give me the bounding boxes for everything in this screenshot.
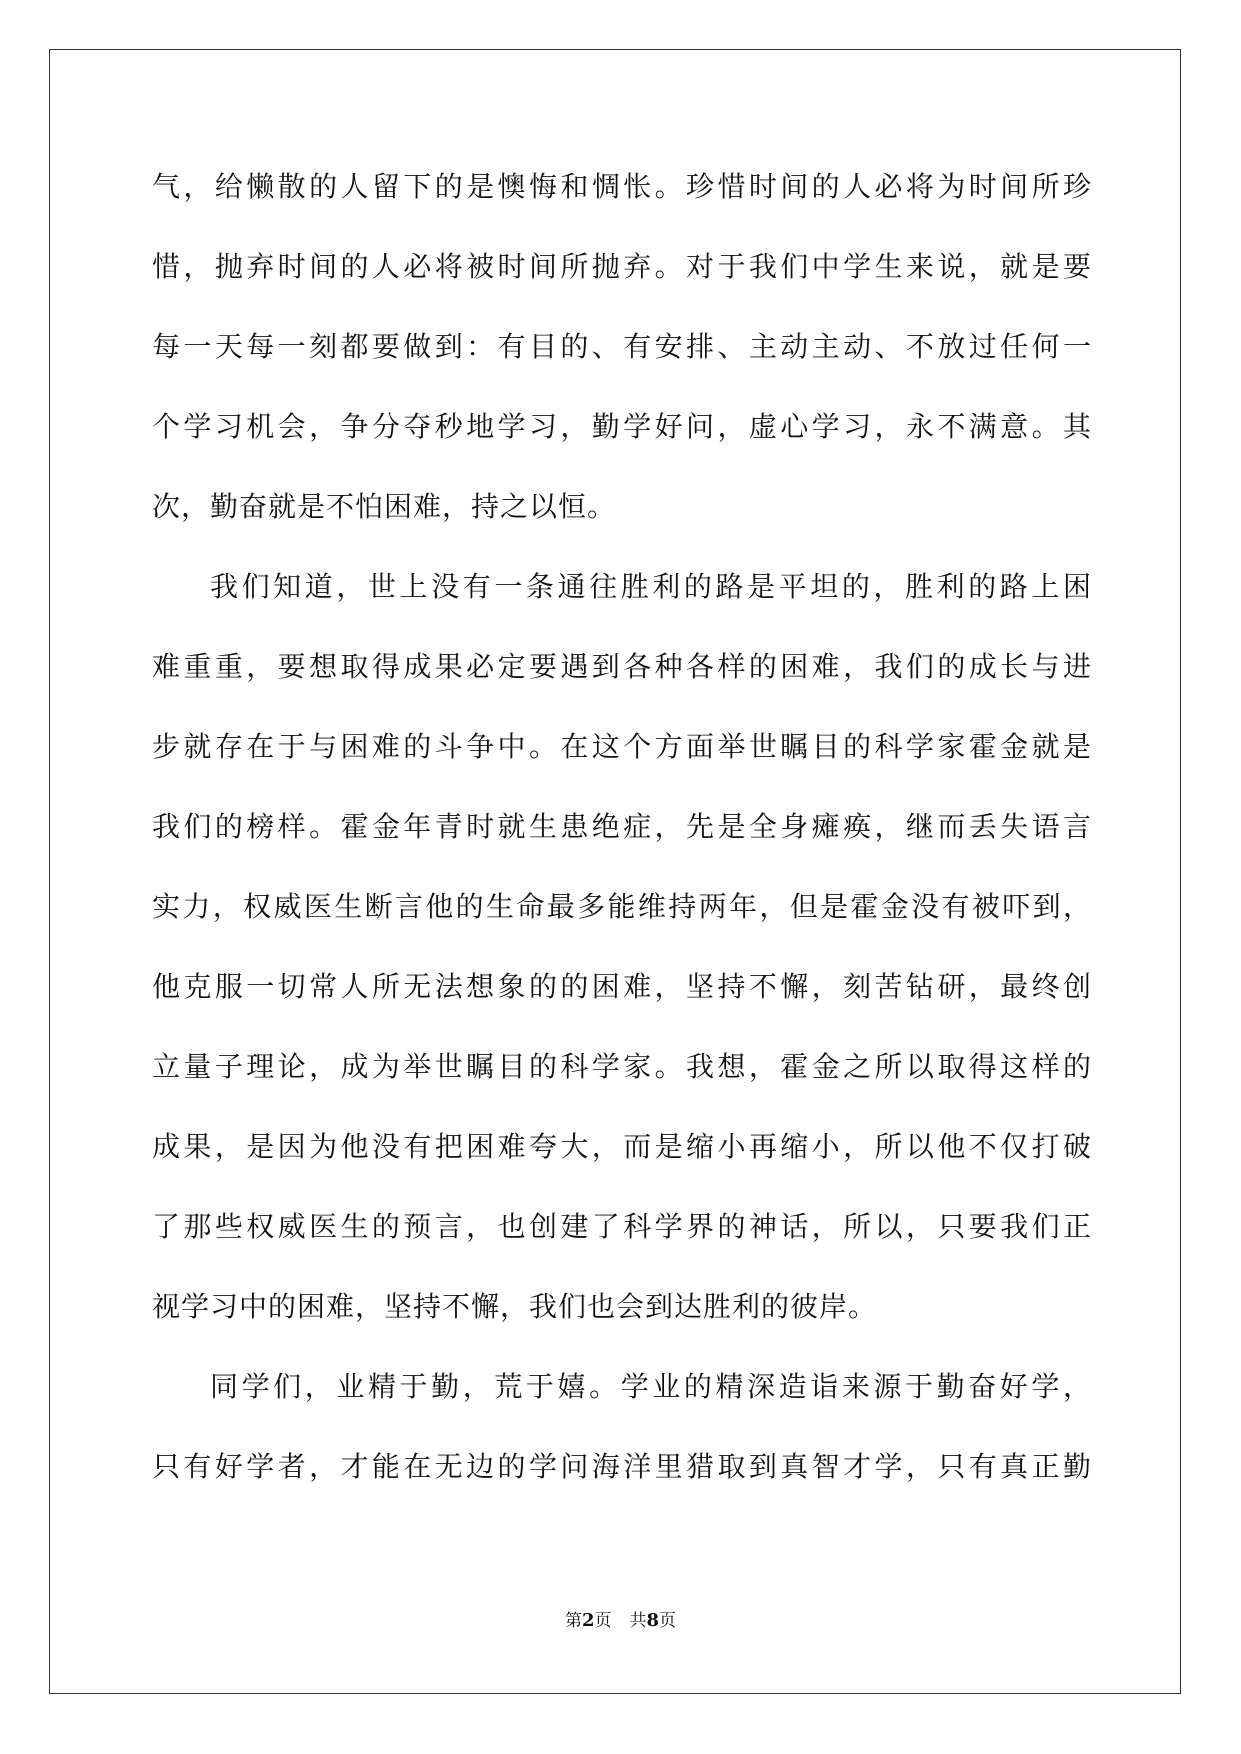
text-line: 步就存在于与困难的斗争中。在这个方面举世瞩目的科学家霍金就是 [152,730,1092,763]
total-prefix: 共 [629,1611,647,1631]
text-line: 实力，权威医生断言他的生命最多能维持两年，但是霍金没有被吓到， [152,890,1092,923]
text-line: 难重重，要想取得成果必定要遇到各种各样的困难，我们的成长与进 [152,650,1092,683]
total-suffix: 页 [659,1611,677,1631]
current-page-number: 2 [581,1610,595,1631]
page-prefix: 第 [564,1611,582,1631]
page-footer [0,1606,1241,1631]
paragraph-1 [152,162,1092,562]
text-line: 立量子理论，成为举世瞩目的科学家。我想，霍金之所以取得这样的 [152,1050,1092,1083]
text-line: 了那些权威医生的预言，也创建了科学界的神话，所以，只要我们正 [152,1210,1092,1243]
text-line: 气，给懒散的人留下的是懊悔和惆怅。珍惜时间的人必将为时间所珍 [152,170,1092,203]
text-line: 成果，是因为他没有把困难夸大，而是缩小再缩小，所以他不仅打破 [152,1130,1092,1163]
text-line: 个学习机会，争分夺秒地学习，勤学好问，虚心学习，永不满意。其 [152,410,1092,443]
paragraph-3 [152,1362,1092,1522]
text-line: 同学们，业精于勤，荒于嬉。学业的精深造诣来源于勤奋好学， [210,1370,1092,1403]
text-line: 我们的榜样。霍金年青时就生患绝症，先是全身瘫痪，继而丢失语言 [152,810,1092,843]
text-line: 惜，抛弃时间的人必将被时间所抛弃。对于我们中学生来说，就是要 [152,250,1092,283]
paragraph-2 [152,562,1092,1362]
page-suffix: 页 [594,1611,612,1631]
text-line: 只有好学者，才能在无边的学问海洋里猎取到真智才学，只有真正勤 [152,1450,1092,1483]
document-body [152,162,1092,1522]
text-line: 视学习中的困难，坚持不懈，我们也会到达胜利的彼岸。 [152,1290,878,1323]
text-line: 我们知道，世上没有一条通往胜利的路是平坦的，胜利的路上困 [210,570,1092,603]
text-line: 他克服一切常人所无法想象的的困难，坚持不懈，刻苦钻研，最终创 [152,970,1092,1003]
text-line: 每一天每一刻都要做到：有目的、有安排、主动主动、不放过任何一 [152,330,1092,363]
text-line: 次，勤奋就是不怕困难，持之以恒。 [152,490,617,523]
total-page-count: 8 [646,1610,660,1631]
